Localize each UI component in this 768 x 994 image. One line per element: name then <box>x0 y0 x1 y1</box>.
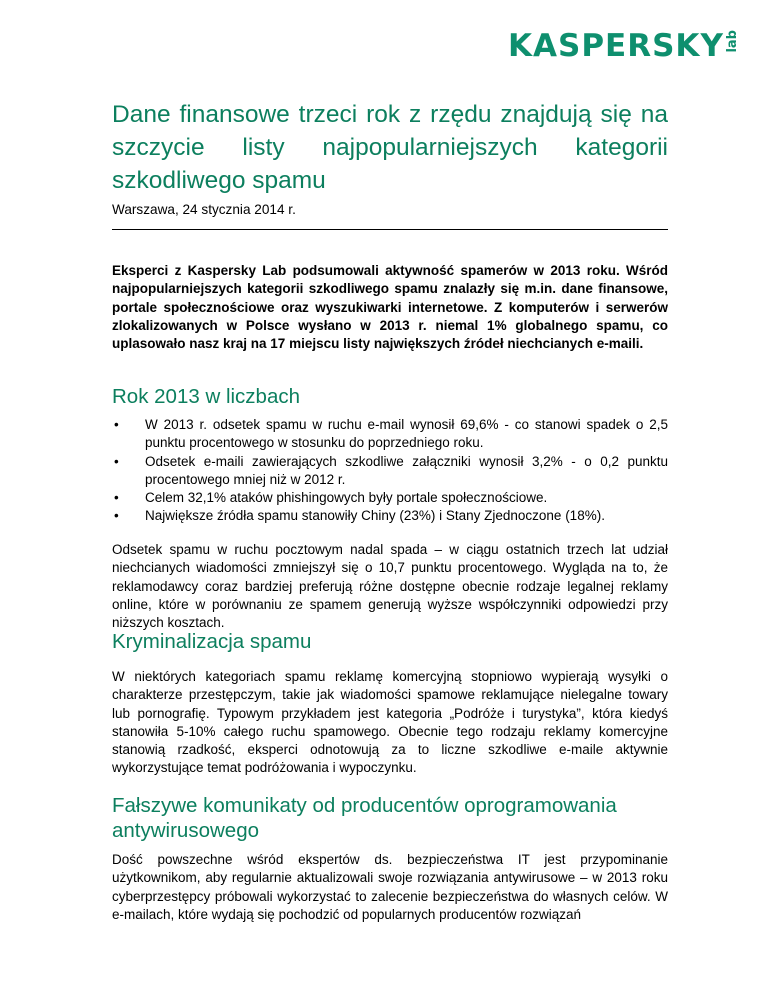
section-heading-2013-in-numbers: Rok 2013 w liczbach <box>112 385 301 408</box>
dateline: Warszawa, 24 stycznia 2014 r. <box>112 202 296 217</box>
lead-paragraph: Eksperci z Kaspersky Lab podsumowali aktywność spamerów w 2013 roku. Wśród najpopularniejszych kategorii szkodliwego spamu znalazły się m.in. dane finansowe, portale społecznościowe oraz wyszukiwarki internetowe. Z komputerów i serwerów zlokalizowanych w Polsce wysłano w 2013 r. niemal 1% globalnego spamu, co uplasowało nasz kraj na 17 miejscu listy największych źródeł niechcianych e-maili. <box>112 263 668 352</box>
bullet-icon: • <box>114 417 119 432</box>
section-heading-spam-criminalization: Kryminalizacja spamu <box>112 630 312 653</box>
paragraph-fake-antivirus: Dość powszechne wśród ekspertów ds. bezpieczeństwa IT jest przypominanie użytkownikom, aby regularnie aktualizowali swoje rozwiązania antywirusowe – w 2013 roku cyberprzestępcy próbowali wykorzystać to zalecenie bezpieczeństwa do własnych celów. W e-mailach, które wydają się pochodzić od popularnych producentów rozwiązań <box>112 852 668 922</box>
bullet-text: Celem 32,1% ataków phishingowych były portale społecznościowe. <box>145 490 548 506</box>
paragraph-criminalization: W niektórych kategoriach spamu reklamę komercyjną stopniowo wypierają wysyłki o charakterze przestępczym, takie jak wiadomości spamowe reklamujące nielegalne towary lub pornografię. Typowym przykładem jest kategoria „Podróże i turystyka”, która kiedyś stanowiła 5-10% całego ruchu spamowego. Obecnie tego rodzaju reklamy komercyjne stanowią rzadkość, eksperci odnotowują za to liczne szkodliwe e-maile aktywnie wykorzystujące temat podróżowania i wypoczynku. <box>112 669 668 776</box>
list-item <box>112 507 668 525</box>
title-divider <box>112 229 668 230</box>
bullet-text: Największe źródła spamu stanowiły Chiny (23%) i Stany Zjednoczone (18%). <box>145 508 605 524</box>
list-item <box>112 416 668 453</box>
stats-bullet-list <box>112 416 668 526</box>
bullet-icon: • <box>114 508 119 524</box>
paragraph-spam-decline: Odsetek spamu w ruchu pocztowym nadal spada – w ciągu ostatnich trzech lat udział niechcianych wiadomości zmniejszył się o 10,7 punktu procentowego. Wygląda na to, że reklamodawcy coraz bardziej preferują różne dostępne obecnie rodzaje legalnej reklamy online, które w porównaniu ze spamem generują wyższe współczynniki odpowiedzi przy niższych kosztach. <box>112 542 668 631</box>
list-item <box>112 453 668 490</box>
logo-wordmark: KASPERSKY <box>508 28 724 64</box>
bullet-text: Odsetek e-maili zawierających szkodliwe załączniki wynosił 3,2% - o 0,2 punktu procentowego mniej niż w 2012 r. <box>145 453 668 487</box>
bullet-icon: • <box>114 453 119 469</box>
logo-lab-label: lab <box>724 30 740 53</box>
document-title: Dane finansowe trzeci rok z rzędu znajdują się na szczycie listy najpopularniejszych kategorii szkodliwego spamu <box>112 101 668 194</box>
section-heading-fake-antivirus-messages: Fałszywe komunikaty od producentów oprogramowania antywirusowego <box>112 794 617 842</box>
list-item <box>112 489 668 507</box>
bullet-text: W 2013 r. odsetek spamu w ruchu e-mail wynosił 69,6% - co stanowi spadek o 2,5 punktu procentowego w stosunku do poprzedniego roku. <box>145 417 668 451</box>
kaspersky-lab-logo <box>508 28 739 64</box>
bullet-icon: • <box>114 490 119 506</box>
